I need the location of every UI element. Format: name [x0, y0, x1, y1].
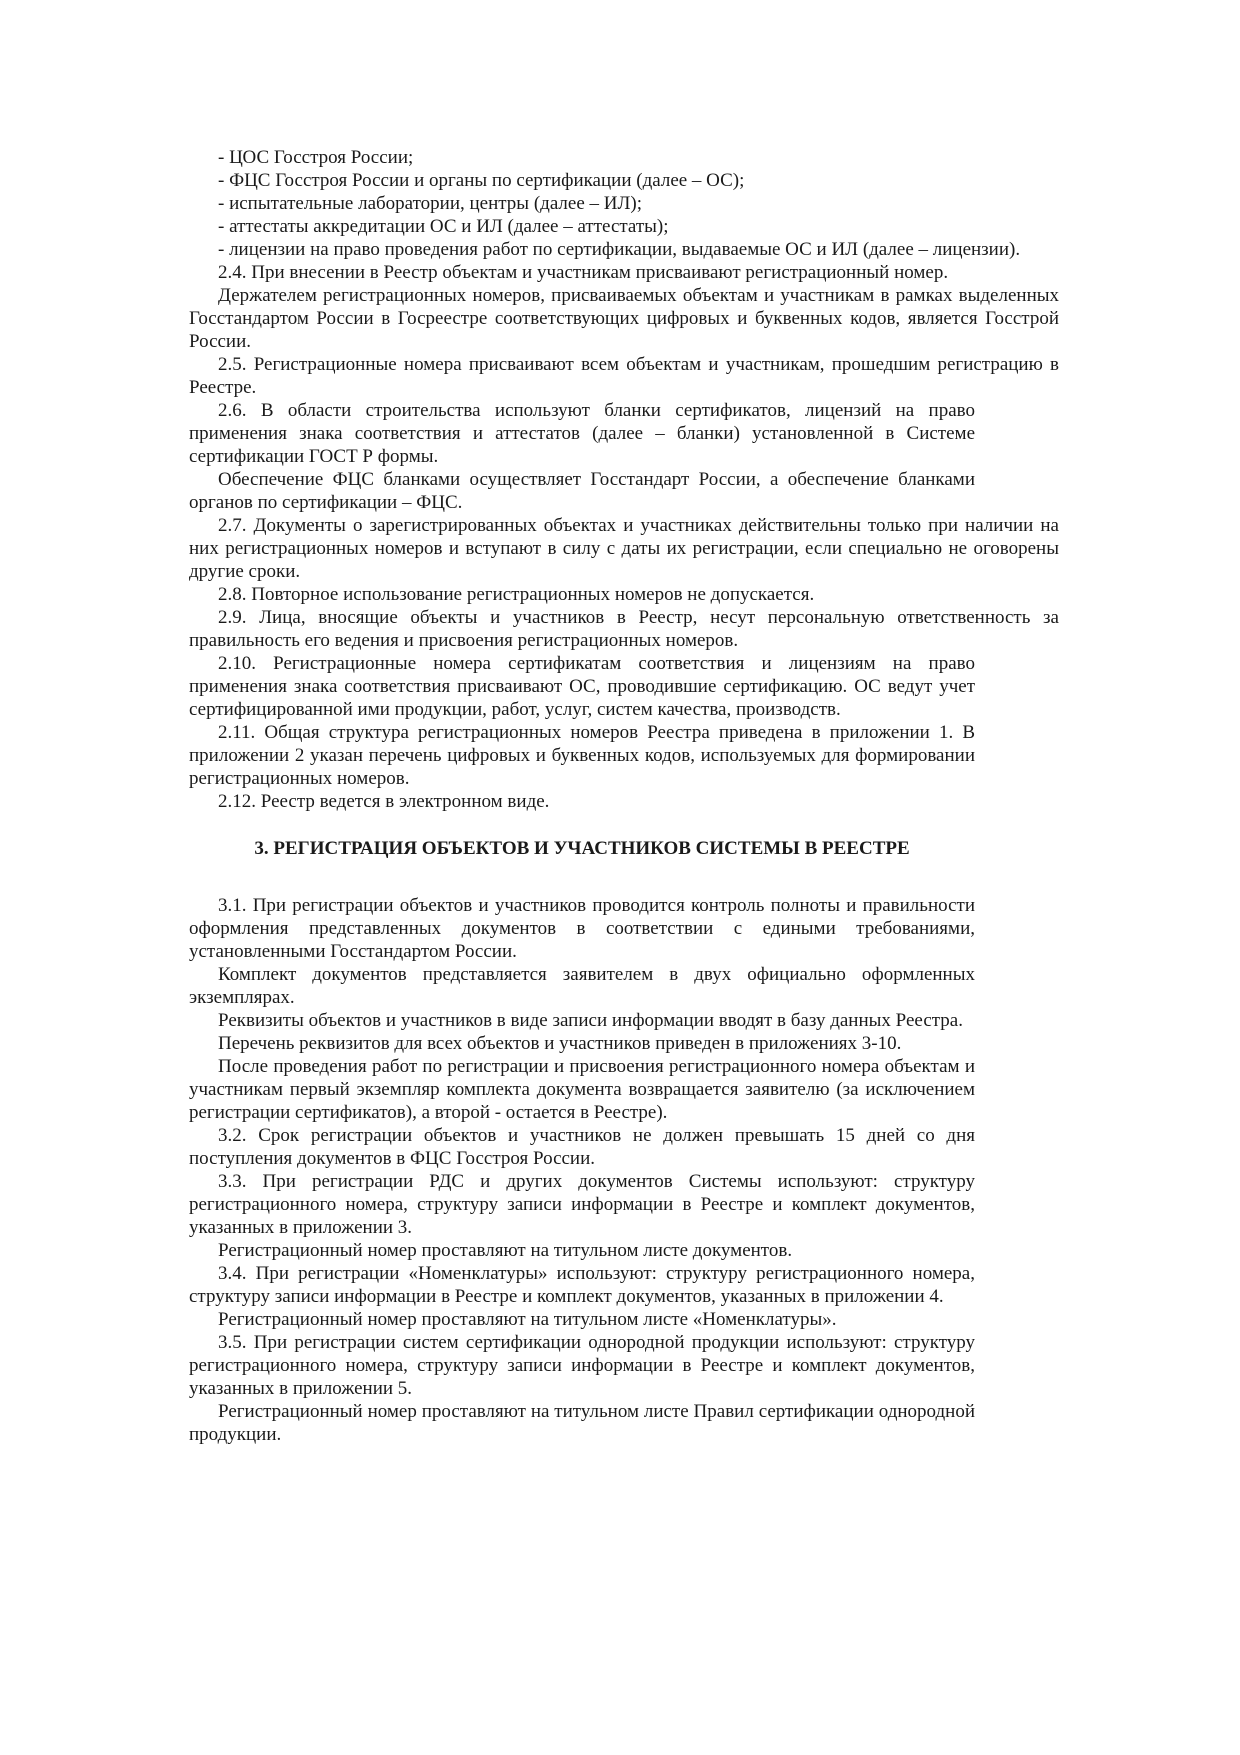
paragraph-after-registration: После проведения работ по регистрации и присвоения регистрационного номера объектам и участникам первый экземпляр комплекта документа возвращается заявителю (за исключением регистрации сертификатов), а второй - остается в Реестре). [189, 1056, 975, 1123]
list-item-attestats: - аттестаты аккредитации ОС и ИЛ (далее – аттестаты); [218, 216, 669, 237]
list-item-cos: - ЦОС Госстроя России; [218, 147, 414, 168]
paragraph-2-12: 2.12. Реестр ведется в электронном виде. [218, 791, 550, 812]
paragraph-regnum-rules: Регистрационный номер проставляют на титульном листе Правил сертификации однородной продукции. [189, 1401, 975, 1445]
paragraph-requisites-list: Перечень реквизитов для всех объектов и участников приведен в приложениях 3-10. [218, 1033, 902, 1054]
document-body [189, 146, 1240, 1446]
paragraph-supply: Обеспечение ФЦС бланками осуществляет Госстандарт России, а обеспечение бланками органов по сертификации – ФЦС. [189, 469, 975, 513]
paragraph-2-5: 2.5. Регистрационные номера присваивают всем объектам и участникам, прошедшим регистрацию в Реестре. [189, 354, 1059, 398]
paragraph-2-6: 2.6. В области строительства используют бланки сертификатов, лицензий на право применения знака соответствия и аттестатов (далее – бланки) установленной в Системе сертификации ГОСТ Р формы. [189, 400, 975, 467]
paragraph-kit: Комплект документов представляется заявителем в двух официально оформленных экземплярах. [189, 964, 975, 1008]
list-item-labs: - испытательные лаборатории, центры (далее – ИЛ); [218, 193, 642, 214]
paragraph-holder: Держателем регистрационных номеров, присваиваемых объектам и участникам в рамках выделенных Госстандартом России в Госреестре соответствующих цифровых и буквенных кодов, является Госстрой России. [189, 285, 1059, 352]
paragraph-2-9: 2.9. Лица, вносящие объекты и участников в Реестр, несут персональную ответственность за правильность его ведения и присвоения регистрационных номеров. [189, 607, 1059, 651]
paragraph-regnum-title: Регистрационный номер проставляют на титульном листе документов. [218, 1240, 793, 1261]
list-item-fcs: - ФЦС Госстроя России и органы по сертификации (далее – ОС); [218, 170, 745, 191]
paragraph-2-10: 2.10. Регистрационные номера сертификатам соответствия и лицензиям на право применения знака соответствия присваивают ОС, проводившие сертификацию. ОС ведут учет сертифицированной ими продукции, работ, услуг, систем качества, производств. [189, 653, 975, 720]
paragraph-3-1: 3.1. При регистрации объектов и участников проводится контроль полноты и правильности оформления представленных документов в соответствии с едиными требованиями, установленными Госстандартом России. [189, 895, 975, 962]
section-3-heading: 3. РЕГИСТРАЦИЯ ОБЪЕКТОВ И УЧАСТНИКОВ СИСТЕМЫ В РЕЕСТРЕ [254, 838, 910, 859]
paragraph-3-4: 3.4. При регистрации «Номенклатуры» используют: структуру регистрационного номера, структуру записи информации в Реестре и комплект документов, указанных в приложении 4. [189, 1263, 975, 1307]
paragraph-2-4: 2.4. При внесении в Реестр объектам и участникам присваивают регистрационный номер. [218, 262, 949, 283]
list-item-licenses: - лицензии на право проведения работ по сертификации, выдаваемые ОС и ИЛ (далее – лицензии). [218, 239, 1021, 260]
paragraph-requisites: Реквизиты объектов и участников в виде записи информации вводят в базу данных Реестра. [218, 1010, 963, 1031]
paragraph-3-5: 3.5. При регистрации систем сертификации однородной продукции используют: структуру регистрационного номера, структуру записи информации в Реестре и комплект документов, указанных в приложении 5. [189, 1332, 975, 1399]
paragraph-regnum-nomenclature: Регистрационный номер проставляют на титульном листе «Номенклатуры». [218, 1309, 837, 1330]
paragraph-2-7: 2.7. Документы о зарегистрированных объектах и участниках действительны только при наличии на них регистрационных номеров и вступают в силу с даты их регистрации, если специально не оговорены другие сроки. [189, 515, 1059, 582]
paragraph-2-8: 2.8. Повторное использование регистрационных номеров не допускается. [218, 584, 815, 605]
paragraph-3-3: 3.3. При регистрации РДС и других документов Системы используют: структуру регистрационного номера, структуру записи информации в Реестре и комплект документов, указанных в приложении 3. [189, 1171, 975, 1238]
paragraph-2-11: 2.11. Общая структура регистрационных номеров Реестра приведена в приложении 1. В приложении 2 указан перечень цифровых и буквенных кодов, используемых для формировании регистрационных номеров. [189, 722, 975, 789]
paragraph-3-2: 3.2. Срок регистрации объектов и участников не должен превышать 15 дней со дня поступления документов в ФЦС Госстроя России. [189, 1125, 975, 1169]
